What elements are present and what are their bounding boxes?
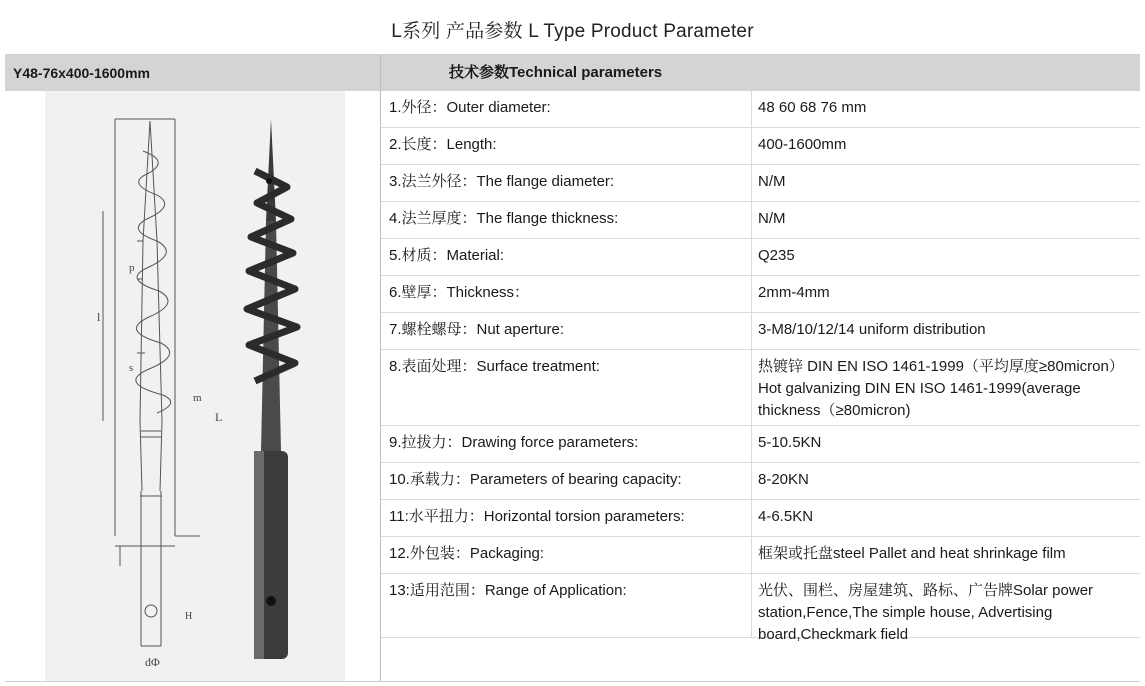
parameter-label: 12.外包装：Packaging: xyxy=(389,545,545,562)
table-row xyxy=(381,500,1140,537)
table-row xyxy=(381,91,1140,128)
parameter-value: 2mm-4mm xyxy=(751,276,1136,313)
parameter-value: N/M xyxy=(751,202,1136,239)
parameter-label: 8.表面处理：Surface treatment: xyxy=(389,358,600,375)
parameter-label: 11:水平扭力：Horizontal torsion parameters: xyxy=(389,508,685,525)
parameter-value: N/M xyxy=(751,165,1136,202)
table-row xyxy=(381,574,1140,643)
technical-parameters-header: 技术参数Technical parameters xyxy=(381,55,1140,91)
parameter-label: 4.法兰厚度：The flange thickness: xyxy=(389,210,619,227)
dim-h-label: H xyxy=(185,611,193,622)
parameter-value: 400-1600mm xyxy=(751,128,1136,165)
parameter-value: 4-6.5KN xyxy=(751,500,1136,537)
table-row xyxy=(381,426,1140,463)
table-row xyxy=(381,537,1140,574)
parameter-value: 5-10.5KN xyxy=(751,426,1136,463)
parameter-value: 框架或托盘steel Pallet and heat shrinkage film xyxy=(751,537,1136,574)
table-row xyxy=(381,202,1140,239)
ground-screw-illustration xyxy=(45,91,345,681)
table-row xyxy=(381,165,1140,202)
model-header: Y48-76x400-1600mm xyxy=(5,55,381,91)
parameter-value: 8-20KN xyxy=(751,463,1136,500)
table-row xyxy=(381,313,1140,350)
dim-d-label: dΦ xyxy=(145,655,160,669)
page-title: L系列 产品参数 L Type Product Parameter xyxy=(391,21,754,42)
parameter-label: 2.长度：Length: xyxy=(389,136,497,153)
table-row xyxy=(381,128,1140,165)
parameter-value: 48 60 68 76 mm xyxy=(751,91,1136,128)
table-row xyxy=(381,350,1140,426)
dim-s-label: s xyxy=(129,362,134,374)
parameter-label: 10.承载力：Parameters of bearing capacity: xyxy=(389,471,682,488)
table-row xyxy=(381,276,1140,313)
product-drawing-panel xyxy=(5,91,381,681)
parameter-table xyxy=(5,54,1140,682)
parameter-label: 6.壁厚：Thickness： xyxy=(389,284,530,301)
dim-m-label: m xyxy=(193,392,202,404)
parameter-value: 光伏、围栏、房屋建筑、路标、广告牌Solar power station,Fence,The simple house, Advertising board,Checkmark field xyxy=(751,574,1136,638)
drawing-background xyxy=(45,91,345,681)
parameter-label: 13:适用范围：Range of Application: xyxy=(389,582,627,599)
parameter-label: 9.拉拔力：Drawing force parameters: xyxy=(389,434,639,451)
dim-l-label: l xyxy=(97,310,101,324)
parameter-label: 7.螺栓螺母：Nut aperture: xyxy=(389,321,565,338)
dim-p-label: p xyxy=(129,262,135,274)
dim-L-label: L xyxy=(215,410,223,424)
parameter-value: 热镀锌 DIN EN ISO 1461-1999（平均厚度≥80micron）Hot galvanizing DIN EN ISO 1461-1999(average thickness（≥80micron) xyxy=(751,350,1136,426)
parameter-rows xyxy=(381,91,1140,643)
parameter-value: 3-M8/10/12/14 uniform distribution xyxy=(751,313,1136,350)
table-row xyxy=(381,463,1140,500)
parameter-label: 3.法兰外径：The flange diameter: xyxy=(389,173,615,190)
parameter-label: 5.材质：Material: xyxy=(389,247,505,264)
parameter-label: 1.外径：Outer diameter: xyxy=(389,99,551,116)
table-row xyxy=(381,239,1140,276)
parameter-value: Q235 xyxy=(751,239,1136,276)
